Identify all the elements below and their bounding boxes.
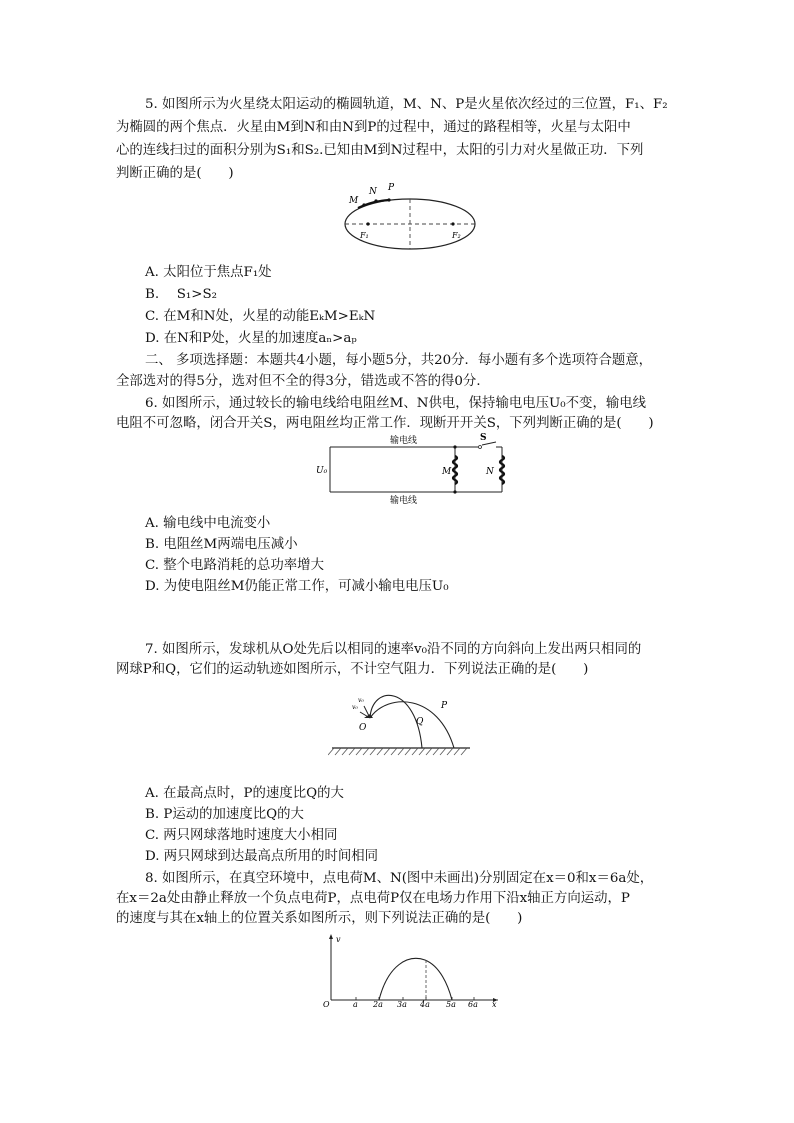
q8-line-1: 8. 如图所示，在真空环境中，点电荷M、N(图中未画出)分别固定在x＝0和x＝6a处，	[145, 871, 654, 886]
q7-line-2: 网球P和Q，它们的运动轨迹如图所示，不计空气阻力．下列说法正确的是( )	[116, 662, 589, 677]
q6-option-c: C. 整个电路消耗的总功率增大	[145, 558, 324, 573]
ellipse-orbit-figure	[342, 180, 482, 252]
q7-line-1: 7. 如图所示，发球机从O处先后以相同的速率v₀沿不同的方向斜向上发出两只相同的	[145, 642, 642, 657]
q6-option-d: D. 为使电阻丝M仍能正常工作，可减小输电电压U₀	[145, 579, 449, 594]
q6-option-a: A. 输电线中电流变小	[145, 516, 271, 531]
graph-tick-label: 5a	[446, 1000, 456, 1008]
projectile-v2-label: v₀	[352, 704, 358, 711]
orbit-label-m: M	[349, 196, 359, 206]
circuit-n-label: N	[486, 467, 494, 477]
circuit-top-label: 输电线	[390, 436, 418, 446]
q5-line-4: 判断正确的是( )	[116, 166, 234, 181]
q6-option-b: B. 电阻丝M两端电压减小	[145, 537, 298, 552]
q7-option-d: D. 两只网球到达最高点所用的时间相同	[145, 849, 379, 864]
circuit-voltage-label: U₀	[316, 466, 328, 476]
q7-option-c: C. 两只网球落地时速度大小相同	[145, 828, 338, 843]
velocity-position-graph	[318, 930, 506, 1008]
graph-v-axis-label: v	[336, 935, 341, 944]
q5-option-c: C. 在M和N处，火星的动能EₖM>EₖN	[145, 309, 376, 324]
orbit-label-n: N	[369, 187, 377, 197]
graph-tick-label: 4a	[420, 1000, 430, 1008]
projectile-q-label: Q	[416, 717, 424, 727]
circuit-bottom-label: 输电线	[390, 496, 418, 506]
graph-origin-label: O	[323, 1000, 330, 1008]
circuit-switch-label: S	[480, 433, 487, 443]
projectile-origin-label: O	[359, 723, 367, 733]
section2-line-2: 全部选对的得5分，选对但不全的得3分，错选或不答的得0分．	[116, 374, 490, 389]
q5-option-a: A. 太阳位于焦点F₁处	[145, 265, 272, 280]
q7-option-b: B. P运动的加速度比Q的大	[145, 807, 304, 822]
projectile-v1-label: v₀	[358, 697, 364, 704]
projectile-figure	[328, 680, 474, 762]
graph-tick-label: 3a	[397, 1000, 407, 1008]
q5-option-d: D. 在N和P处，火星的加速度aₙ>aₚ	[145, 331, 357, 346]
section2-line-1: 二、 多项选择题：本题共4小题，每小题5分，共20分．每小题有多个选项符合题意，	[145, 353, 653, 368]
graph-tick-label: a	[353, 1000, 358, 1008]
focus-label-f2: F₂	[452, 231, 461, 240]
projectile-p-label: P	[441, 701, 448, 711]
q6-line-1: 6. 如图所示，通过较长的输电线给电阻丝M、N供电，保持输电电压U₀不变，输电线	[145, 396, 647, 411]
circuit-m-label: M	[442, 467, 452, 477]
q6-line-2: 电阻不可忽略，闭合开关S，两电阻丝均正常工作．现断开开关S，下列判断正确的是( )	[116, 416, 654, 431]
focus-label-f1: F₁	[360, 231, 369, 240]
graph-tick-label: 6a	[468, 1000, 478, 1008]
q7-option-a: A. 在最高点时，P的速度比Q的大	[145, 786, 344, 801]
q8-line-2: 在x＝2a处由静止释放一个负点电荷P，点电荷P仅在电场力作用下沿x轴正方向运动，P	[116, 891, 630, 906]
q5-line-2: 为椭圆的两个焦点．火星由M到N和由N到P的过程中，通过的路程相等，火星与太阳中	[116, 120, 631, 135]
graph-tick-label: 2a	[373, 1000, 383, 1008]
q5-line-3: 心的连线扫过的面积分别为S₁和S₂.已知由M到N过程中，太阳的引力对火星做正功．下列	[116, 143, 644, 158]
q5-line-1: 5. 如图所示为火星绕太阳运动的椭圆轨道，M、N、P是火星依次经过的三位置，F₁、F₂	[145, 97, 668, 112]
circuit-figure	[310, 433, 520, 509]
graph-x-axis-label: x	[492, 1000, 497, 1008]
q8-line-3: 的速度与其在x轴上的位置关系如图所示，则下列说法正确的是( )	[116, 911, 523, 926]
q5-option-b: B. S₁>S₂	[145, 287, 218, 302]
orbit-label-p: P	[388, 183, 395, 193]
